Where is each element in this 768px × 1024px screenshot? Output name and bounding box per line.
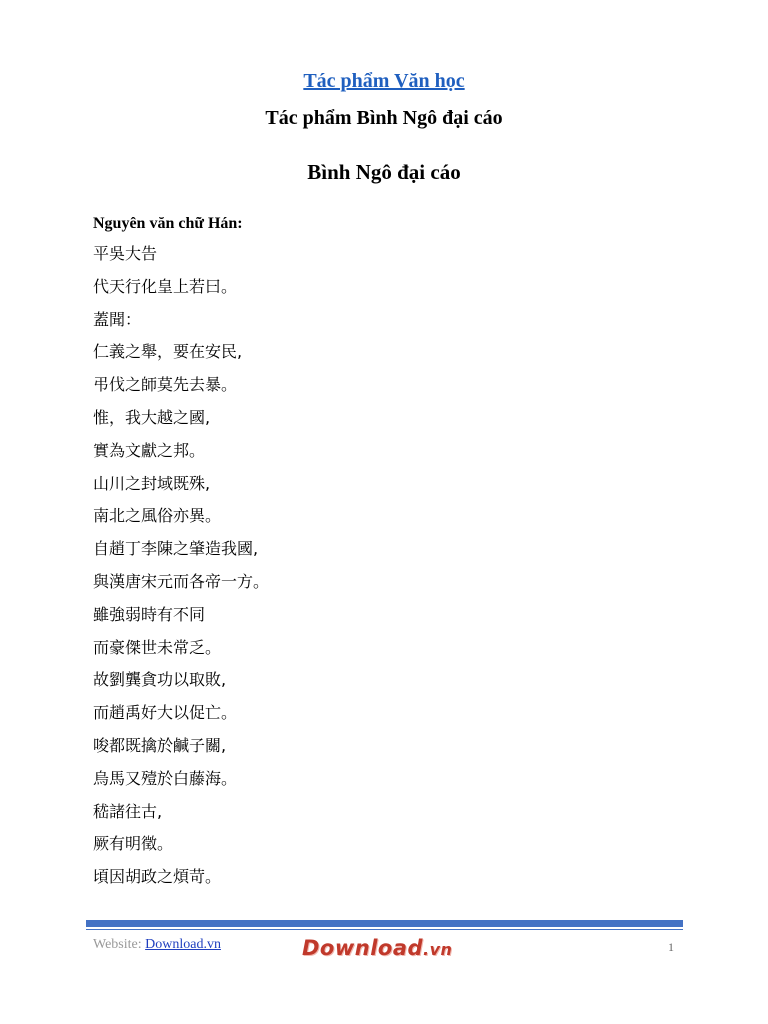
text-line: 蓋聞： (93, 309, 142, 329)
text-line: 平吳大告 (93, 244, 158, 263)
website-link[interactable]: Download.vn (145, 937, 221, 952)
category-link[interactable]: Tác phẩm Văn học (303, 70, 465, 92)
section-label: Nguyên văn chữ Hán: (93, 215, 243, 232)
text-line: 自趙丁李陳之肇造我國, (93, 539, 259, 559)
text-line: 而趙禹好大以促亡。 (93, 703, 238, 723)
text-line: 山川之封域既殊, (93, 473, 211, 493)
text-line: 與漢唐宋元而各帝一方。 (93, 571, 270, 591)
website-label: Website: (93, 937, 146, 952)
text-line: 南北之風俗亦異。 (93, 506, 222, 526)
text-line: 唆都既擒於鹹子關, (93, 735, 227, 755)
footer-website (93, 937, 221, 953)
text-line: 仁義之舉，要在安民, (93, 342, 243, 362)
text-line: 雖強弱時有不同 (93, 604, 206, 624)
han-text-lines (93, 238, 269, 894)
download-logo[interactable] (302, 936, 452, 960)
text-line: 惟，我大越之國, (93, 407, 211, 427)
text-line: 嵇諸往古, (93, 801, 163, 821)
text-line: 故劉龔貪功以取敗, (93, 670, 227, 690)
text-line: 實為文獻之邦。 (93, 440, 206, 460)
text-line: 代天行化皇上若曰。 (93, 276, 238, 296)
text-line: 而豪傑世未常乏。 (93, 637, 222, 657)
logo-text: Download (302, 936, 424, 960)
footer-rule-thick (86, 920, 683, 927)
logo-tld: .vn (423, 940, 453, 959)
document-title: Bình Ngô đại cáo (307, 160, 461, 184)
footer-rule-thin (86, 929, 683, 930)
text-line: 弔伐之師莫先去暴。 (93, 375, 238, 395)
document-subtitle: Tác phẩm Bình Ngô đại cáo (265, 107, 503, 129)
text-line: 厥有明徵。 (93, 834, 174, 854)
text-line: 頃因胡政之煩苛。 (93, 867, 222, 887)
text-line: 烏馬又殪於白藤海。 (93, 768, 238, 788)
page-number: 1 (668, 940, 674, 954)
